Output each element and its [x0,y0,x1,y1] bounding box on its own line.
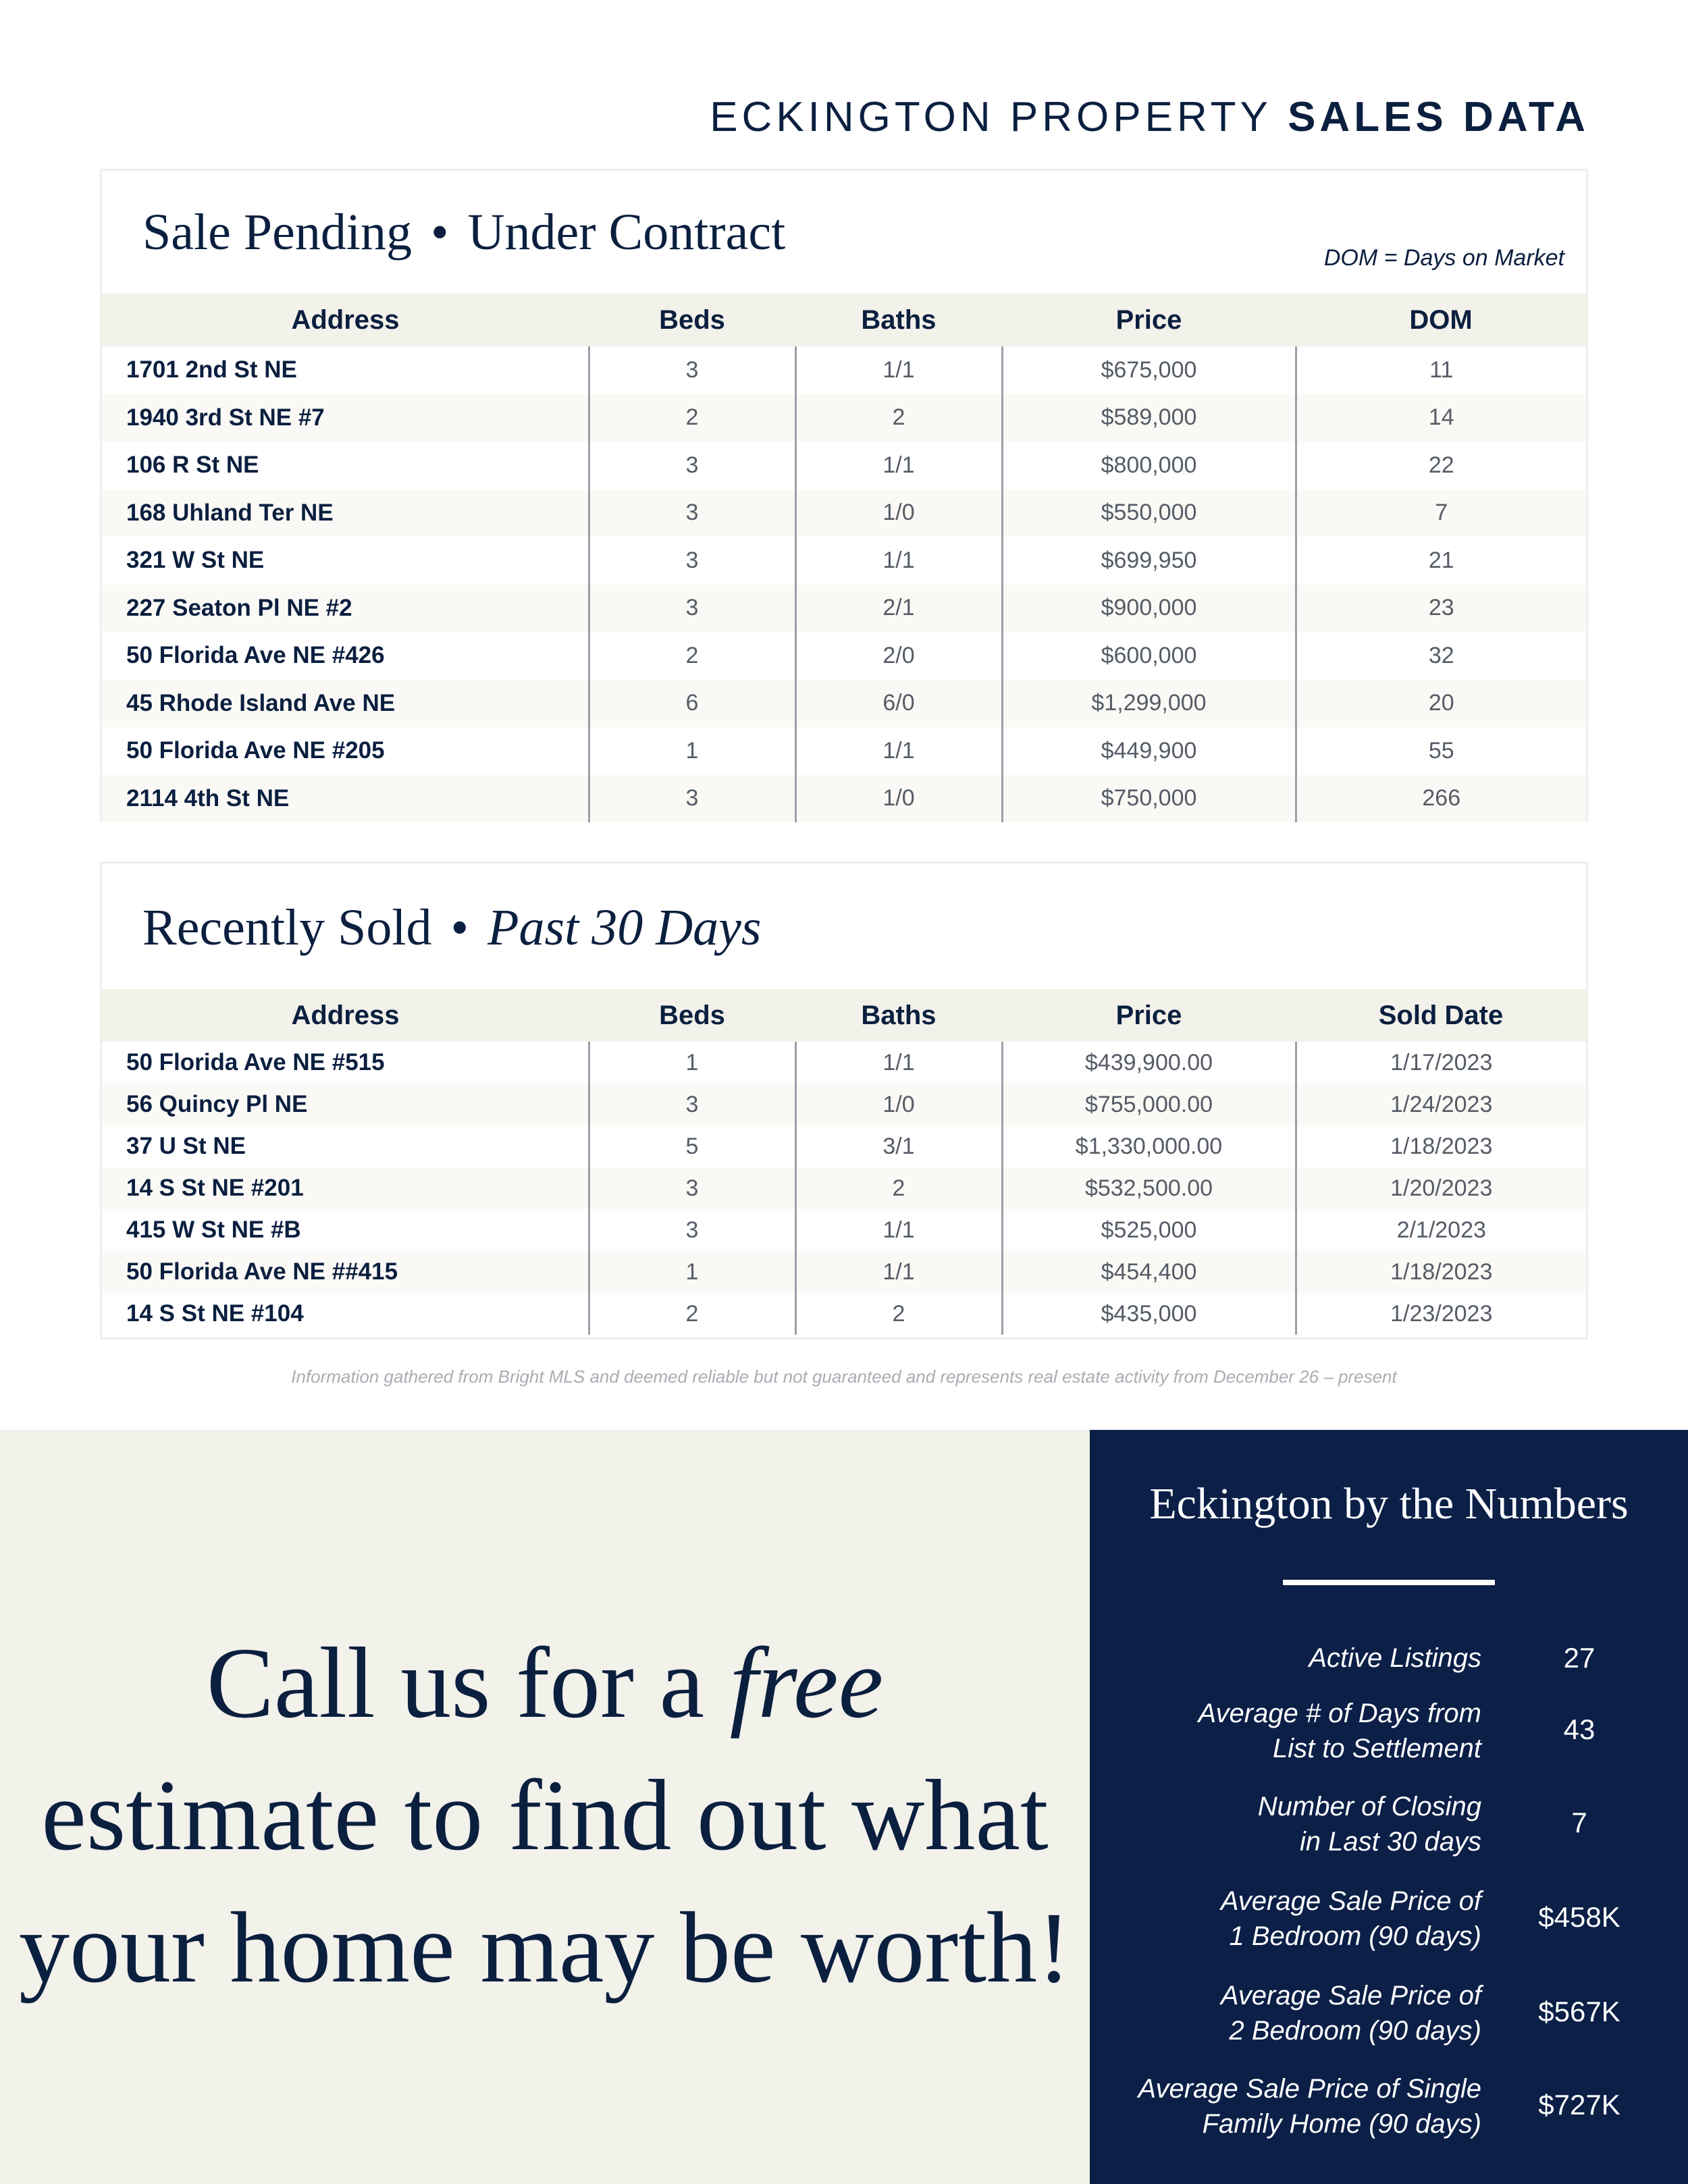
sold-header-row [102,989,1586,1042]
cta-line-2: estimate to find out what [41,1759,1049,1871]
cell-baths: 2/0 [795,632,1002,680]
cell-address: 321 W St NE [126,547,265,574]
cell-address: 14 S St NE #104 [126,1300,304,1327]
stat-label-line: Average Sale Price of [1220,1981,1481,2010]
cell-baths: 1/1 [795,1209,1002,1251]
col-beds: Beds [589,294,795,346]
stat-label [1103,1696,1481,1766]
stat-label [1103,1789,1481,1859]
cell-price: $550,000 [1002,489,1296,537]
cell-last: 1/23/2023 [1296,1293,1586,1335]
cell-last: 1/24/2023 [1296,1084,1586,1125]
cell-beds: 3 [589,537,795,585]
cell-price: $589,000 [1002,394,1296,442]
col-baths: Baths [795,989,1002,1042]
cell-beds: 3 [589,489,795,537]
stat-label-line: List to Settlement [1272,1734,1481,1763]
pending-table [102,294,1586,822]
stat-label-line: Average Sale Price of [1220,1886,1481,1916]
table-row [102,489,1586,537]
cell-baths: 3/1 [795,1125,1002,1167]
pending-title [142,203,785,262]
cell-price: $1,299,000 [1002,680,1296,728]
col-address: Address [102,294,589,346]
cell-beds: 3 [589,346,795,394]
cell-price: $675,000 [1002,346,1296,394]
header-bold: SALES DATA [1288,94,1589,140]
cell-last: 1/18/2023 [1296,1251,1586,1293]
cell-beds: 2 [589,632,795,680]
cell-baths: 1/1 [795,442,1002,489]
cell-beds: 3 [589,1167,795,1209]
cell-price: $1,330,000.00 [1002,1125,1296,1167]
pending-card [100,169,1588,822]
cell-address: 168 Uhland Ter NE [102,489,589,537]
col-price: Price [1002,989,1296,1042]
cell-price: $755,000.00 [1002,1084,1296,1125]
table-row [102,1209,1586,1251]
table-row [102,1084,1586,1125]
table-row [102,585,1586,633]
cell-address: 50 Florida Ave NE #426 [126,642,385,669]
disclaimer: Information gathered from Bright MLS and deemed reliable but not guaranteed and represents real estate activity from December 26 – present [291,1366,1397,1387]
header-lite: ECKINGTON PROPERTY [710,94,1272,140]
cell-price: $439,900.00 [1002,1042,1296,1084]
cta-free: free [729,1627,884,1739]
table-row [102,1293,1586,1335]
table-row [102,442,1586,489]
cell-beds: 1 [589,1042,795,1084]
stat-value: 7 [1571,1807,1587,1838]
dom-note: DOM = Days on Market [1323,245,1564,271]
cell-address: 1701 2nd St NE [126,356,297,383]
cell-baths: 1/1 [795,1251,1002,1293]
numbers-title: Eckington by the Numbers [1149,1479,1629,1528]
cell-price: $900,000 [1002,585,1296,633]
cell-price: $750,000 [1002,775,1296,823]
stat-label-line: Number of Closing [1257,1792,1481,1821]
table-row [102,775,1586,823]
stat-value: 43 [1563,1713,1595,1745]
cell-beds: 6 [589,680,795,728]
cell-address: 56 Quincy Pl NE [102,1084,589,1125]
stat-label [1103,1641,1481,1676]
stat-label-line: in Last 30 days [1299,1827,1481,1857]
cell-address: 45 Rhode Island Ave NE [102,680,589,728]
pending-title-main: Sale Pending [142,204,412,261]
col-dom: DOM [1296,294,1586,346]
cell-last: 14 [1296,394,1586,442]
stat-label-line: 2 Bedroom (90 days) [1229,2016,1481,2046]
sold-rows [102,1042,1586,1335]
cell-baths: 1/0 [795,489,1002,537]
cell-price: $699,950 [1002,537,1296,585]
cell-last: 1/18/2023 [1296,1125,1586,1167]
cell-last: 55 [1296,727,1586,775]
cell-beds: 5 [589,1125,795,1167]
stat-label [1103,2071,1481,2141]
col-beds: Beds [589,989,795,1042]
cell-last: 32 [1296,632,1586,680]
sold-title-main: Recently Sold [142,899,432,956]
cell-beds: 2 [589,394,795,442]
cell-last: 23 [1296,585,1586,633]
col-baths: Baths [795,294,1002,346]
cell-baths: 1/0 [795,775,1002,823]
stat-value: 27 [1563,1642,1595,1674]
col-sold-date: Sold Date [1296,989,1586,1042]
cell-last: 1/17/2023 [1296,1042,1586,1084]
cell-price: $449,900 [1002,727,1296,775]
sold-card [100,861,1588,1339]
cta-text [0,1617,1090,2014]
cell-baths: 1/0 [795,1084,1002,1125]
pending-header-row [102,294,1586,346]
stat-label-line: 1 Bedroom (90 days) [1229,1921,1481,1951]
table-row [102,1167,1586,1209]
cell-last: 266 [1296,775,1586,823]
pending-rows [102,346,1586,822]
cell-beds: 1 [589,727,795,775]
cell-last: 2/1/2023 [1296,1209,1586,1251]
cell-last: 21 [1296,537,1586,585]
stat-label-line: Active Listings [1309,1643,1481,1673]
stat-label-line: Average # of Days from [1198,1699,1481,1728]
cell-address: 14 S St NE #201 [102,1167,589,1209]
table-row [102,632,1586,680]
cta-line-3: your home may be worth! [19,1892,1071,2004]
page-header [710,93,1589,141]
cell-beds: 3 [589,1084,795,1125]
cell-address: 1940 3rd St NE #7 [102,394,589,442]
table-row [102,727,1586,775]
cell-last: 11 [1296,346,1586,394]
cell-address: 2114 4th St NE [102,775,589,823]
cell-beds: 2 [589,1293,795,1335]
cell-price: $600,000 [1002,632,1296,680]
cell-baths: 1/1 [795,1042,1002,1084]
cell-baths: 2 [795,1167,1002,1209]
cell-last: 1/20/2023 [1296,1167,1586,1209]
cta-line-1 [0,1617,1090,1749]
cell-address: 415 W St NE #B [126,1217,301,1243]
cell-beds: 3 [589,1209,795,1251]
cell-baths: 2/1 [795,585,1002,633]
cell-last: 22 [1296,442,1586,489]
cell-address: 227 Seaton Pl NE #2 [102,585,589,633]
cell-price: $532,500.00 [1002,1167,1296,1209]
table-row [102,1251,1586,1293]
cell-last: 7 [1296,489,1586,537]
cell-beds: 3 [589,442,795,489]
sold-title [142,899,761,957]
stat-value: $727K [1538,2089,1620,2121]
numbers-divider [1283,1580,1495,1585]
col-price: Price [1002,294,1296,346]
table-row [102,1125,1586,1167]
sold-title-sub: Past 30 Days [487,899,762,956]
table-row [102,394,1586,442]
cell-address: 50 Florida Ave NE #205 [126,737,385,764]
stat-label-line: Average Sale Price of Single [1138,2074,1481,2104]
table-row [102,537,1586,585]
sold-table [102,989,1586,1335]
cell-baths: 1/1 [795,537,1002,585]
cell-beds: 1 [589,1251,795,1293]
stat-value: $458K [1538,1901,1620,1933]
cell-address: 50 Florida Ave NE #515 [126,1049,385,1075]
col-address: Address [102,989,589,1042]
cell-address: 106 R St NE [126,452,259,479]
numbers-panel [1090,1430,1688,2184]
sold-title-dot: • [450,899,469,956]
cell-beds: 3 [589,585,795,633]
stat-label-line: Family Home (90 days) [1202,2109,1481,2139]
cell-price: $800,000 [1002,442,1296,489]
table-row [102,1042,1586,1084]
cell-price: $435,000 [1002,1293,1296,1335]
cell-baths: 2 [795,1293,1002,1335]
pending-title-sub: Under Contract [467,204,786,261]
cell-price: $525,000 [1002,1209,1296,1251]
stat-label [1103,1978,1481,2048]
cell-address: 37 U St NE [126,1133,246,1159]
cell-price: $454,400 [1002,1251,1296,1293]
cell-baths: 6/0 [795,680,1002,728]
cell-baths: 2 [795,394,1002,442]
cell-baths: 1/1 [795,346,1002,394]
cell-beds: 3 [589,775,795,823]
table-row [102,680,1586,728]
cell-baths: 1/1 [795,727,1002,775]
table-row [102,346,1586,394]
cta-line-1a: Call us for a [206,1627,730,1739]
cell-address: 50 Florida Ave NE ##415 [102,1251,589,1293]
cell-last: 20 [1296,680,1586,728]
stat-value: $567K [1538,1996,1620,2027]
stat-label [1103,1884,1481,1954]
pending-title-dot: • [430,204,449,261]
